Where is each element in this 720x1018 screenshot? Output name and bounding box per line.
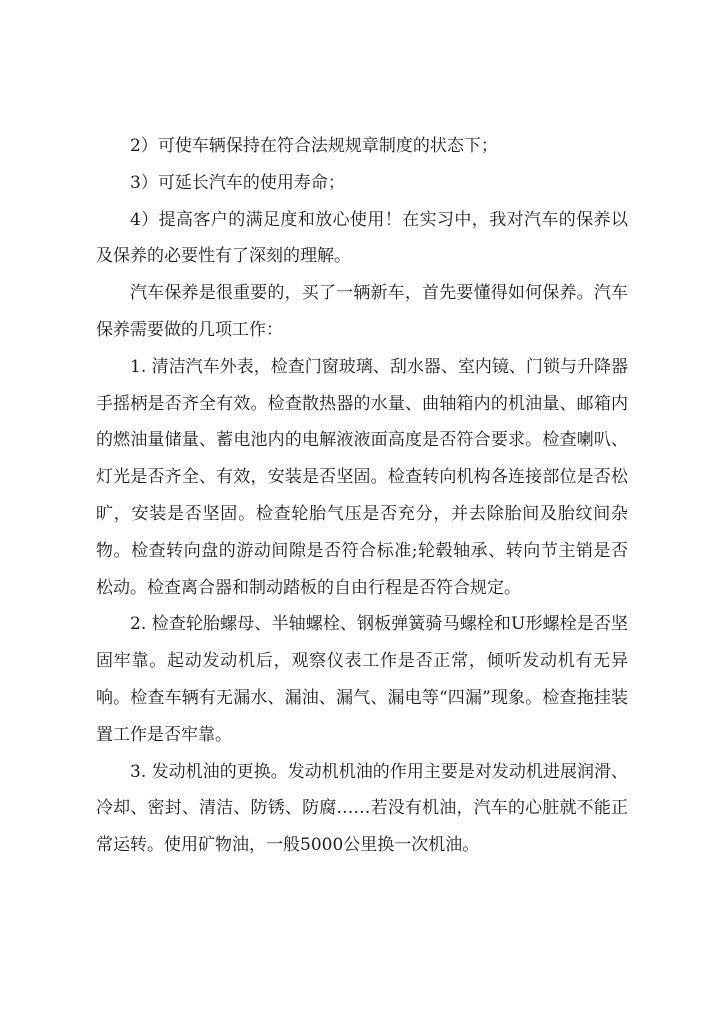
paragraph-step-1: 1. 清洁汽车外表，检查门窗玻璃、刮水器、室内镜、门锁与升降器手摇柄是否齐全有效。检查散热器的水量、曲轴箱内的机油量、邮箱内的燃油量储量、蓄电池内的电解液液面高度是否符合要求。检查喇叭、灯光是否齐全、有效，安装是否坚固。检查转向机构各连接部位是否松旷，安装是否坚固。检查轮胎气压是否充分，并去除胎间及胎纹间杂物。检查转向盘的游动间隙是否符合标准;轮毂轴承、转向节主销是否松动。检查离合器和制动踏板的自由行程是否符合规定。 [96,356,628,598]
paragraph-step-3: 3. 发动机油的更换。发动机机油的作用主要是对发动机进展润滑、冷却、密封、清洁、防锈、防腐……若没有机油，汽车的心脏就不能正常运转。使用矿物油，一般5000公里换一次机油。 [96,761,628,856]
paragraph-item-2: 2）可使车辆保持在符合法规规章制度的状态下； [130,136,498,156]
paragraph-step-2: 2. 检查轮胎螺母、半轴螺栓、钢板弹簧骑马螺栓和U形螺栓是否坚固牢靠。起动发动机后，观察仪表工作是否正常，倾听发动机有无异响。检查车辆有无漏水、漏油、漏气、漏电等“四漏”现象。检查拖挂装置工作是否牢靠。 [96,614,628,745]
document-body [96,128,628,864]
paragraph-item-4: 4）提高客户的满足度和放心使用！在实习中，我对汽车的保养以及保养的必要性有了深刻的理解。 [96,209,628,267]
paragraph-item-3: 3）可延长汽车的使用寿命； [130,172,345,193]
paragraph-maintenance-intro: 汽车保养是很重要的，买了一辆新车，首先要懂得如何保养。汽车保养需要做的几项工作： [96,283,628,340]
